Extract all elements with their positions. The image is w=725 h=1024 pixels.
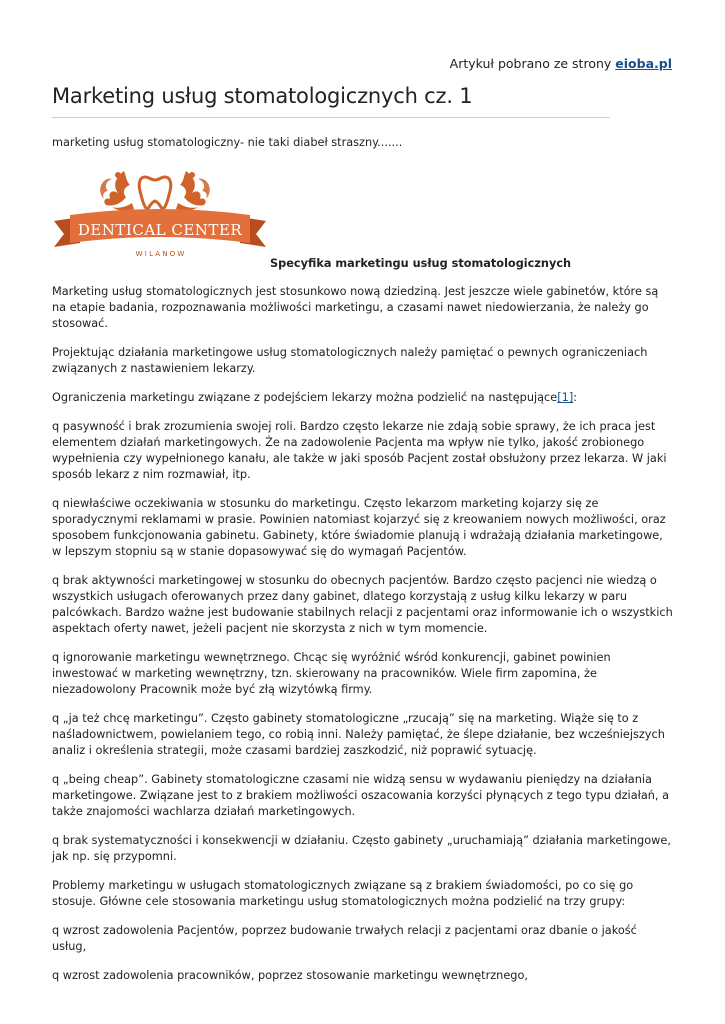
right-ornament-icon xyxy=(176,171,210,211)
dental-logo-image xyxy=(52,163,268,263)
source-attribution xyxy=(450,56,672,71)
source-link[interactable]: eioba.pl xyxy=(615,56,672,71)
paragraph: q „being cheap”. Gabinety stomatologiczne czasami nie widzą sensu w wydawaniu pieniędzy na działania marketingowe. Związane jest to z brakiem możliwości oszacowania korzyści płynących z tego typu działań, a także znajomości wachlarza działań marketingowych. xyxy=(52,773,670,818)
logo-sub-text: W I L A N O W xyxy=(135,250,185,258)
paragraph-text: Ograniczenia marketingu związane z podejściem lekarzy można podzielić na następujące xyxy=(52,391,558,404)
paragraph: Problemy marketingu w usługach stomatologicznych związane są z brakiem świadomości, po co się go stosuje. Główne cele stosowania marketingu usług stomatologicznych można podzielić na trzy grupy: xyxy=(52,879,634,908)
paragraph: q wzrost zadowolenia pracowników, poprzez stosowanie marketingu wewnętrznego, xyxy=(52,969,528,982)
paragraph: q wzrost zadowolenia Pacjentów, poprzez budowanie trwałych relacji z pacjentami oraz dbanie o jakość usług, xyxy=(52,924,637,953)
paragraph: q ignorowanie marketingu wewnętrznego. Chcąc się wyróżnić wśród konkurencji, gabinet powinien inwestować w marketing wewnętrzny, tzn. skierowany na pracowników. Wiele firm zapomina, że niezadowolony Pracownik może być złą wizytówką firmy. xyxy=(52,651,611,696)
paragraph-end: : xyxy=(573,391,578,404)
paragraph: q pasywność i brak zrozumienia swojej roli. Bardzo często lekarze nie zdają sobie sprawy, że ich praca jest elementem działań marketingowych. Że na zadowolenie Pacjenta ma wpływ nie tylko, jakość zrobionego wypełnienia czy wypełnionego kanału, ale także w jaki sposób Pacjent został obsłużony przez lekarza. W jaki sposób lekarz z nim rozmawiał, itp. xyxy=(52,420,667,481)
tooth-icon xyxy=(139,177,171,209)
article-body xyxy=(52,284,674,997)
left-ornament-icon xyxy=(100,171,134,211)
article-title: Marketing usług stomatologicznych cz. 1 xyxy=(52,84,473,108)
paragraph: Marketing usług stomatologicznych jest stosunkowo nową dziedziną. Jest jeszcze wiele gabinetów, które są na etapie badania, rozpoznawania możliwości marketingu, a czasami nawet niedowierzania, że należy go stosować. xyxy=(52,285,659,330)
source-prefix: Artykuł pobrano ze strony xyxy=(449,56,612,71)
paragraph: q brak systematyczności i konsekwencji w działaniu. Często gabinety „uruchamiają” działania marketingowe, jak np. się przypomni. xyxy=(52,834,671,863)
logo-brand-text: DENTICAL CENTER xyxy=(77,221,243,239)
paragraph: Projektując działania marketingowe usług stomatologicznych należy pamiętać o pewnych ograniczeniach związanych z nastawieniem lekarzy. xyxy=(52,346,648,375)
paragraph xyxy=(52,390,674,406)
footnote-link[interactable]: [1] xyxy=(557,391,574,404)
article-lead: marketing usług stomatologiczny- nie taki diabeł straszny....... xyxy=(52,136,403,149)
paragraph: q „ja też chcę marketingu”. Często gabinety stomatologiczne „rzucają” się na marketing. Wiąże się to z naśladownictwem, powielaniem tego, co robią inni. Należy pamiętać, że ślepe działanie, bez wcześniejszych analiz i określenia strategii, może czasami bardziej zaszkodzić, niż poprawić sytuację. xyxy=(52,712,665,757)
section-subheading: Specyfika marketingu usług stomatologicznych xyxy=(270,257,572,270)
title-divider xyxy=(52,117,610,118)
paragraph: q niewłaściwe oczekiwania w stosunku do marketingu. Często lekarzom marketing kojarzy się ze sporadycznymi reklamami w prasie. Powinien natomiast kojarzyć się z kreowaniem nowych możliwości, oraz sposobem funkcjonowania gabinetu. Gabinety, które świadomie planują i wdrażają działania marketingowe, w lepszym stopniu są w stanie dopasowywać się do wymagań Pacjentów. xyxy=(52,497,666,558)
paragraph: q brak aktywności marketingowej w stosunku do obecnych pacjentów. Bardzo często pacjenci nie wiedzą o wszystkich usługach oferowanych przez dany gabinet, dlatego korzystają z usług kilku lekarzy w paru palcówkach. Bardzo ważne jest budowanie stabilnych relacji z pacjentami oraz informowanie ich o wszystkich aspektach oferty nawet, jeżeli pacjent nie skorzysta z nich w tym momencie. xyxy=(52,574,673,635)
